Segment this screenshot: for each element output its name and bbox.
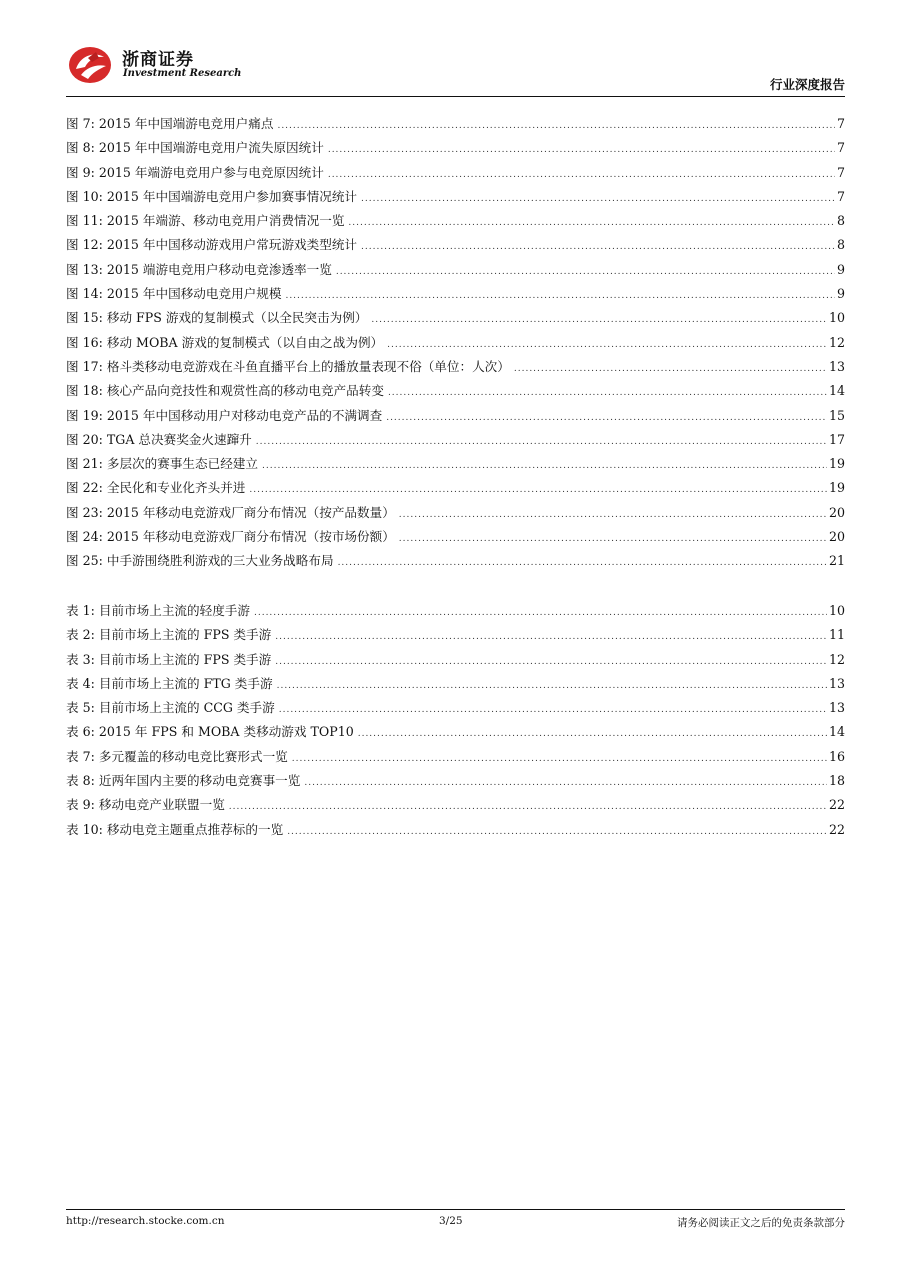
toc-page-number: 13 bbox=[828, 675, 845, 691]
toc-page-number: 7 bbox=[836, 140, 845, 156]
toc-leader bbox=[328, 145, 835, 155]
toc-leader bbox=[249, 485, 827, 495]
page-header bbox=[66, 42, 845, 96]
toc-row-table-3[interactable] bbox=[66, 649, 845, 673]
toc-page-number: 13 bbox=[828, 358, 845, 374]
toc-row-figure-22[interactable] bbox=[66, 477, 845, 501]
toc-page-number: 21 bbox=[828, 553, 845, 569]
toc-page-number: 19 bbox=[828, 480, 845, 496]
toc-label: 图 9: 2015 年端游电竞用户参与电竞原因统计 bbox=[66, 164, 324, 180]
toc-label: 图 10: 2015 年中国端游电竞用户参加赛事情况统计 bbox=[66, 188, 358, 204]
toc-page-number: 13 bbox=[828, 700, 845, 716]
toc-page-number: 9 bbox=[836, 286, 845, 302]
header-divider bbox=[66, 96, 845, 97]
toc-page-number: 22 bbox=[828, 821, 845, 837]
toc-row-figure-25[interactable] bbox=[66, 550, 845, 574]
toc-leader bbox=[256, 437, 827, 447]
toc-row-figure-12[interactable] bbox=[66, 234, 845, 258]
toc-leader bbox=[279, 705, 827, 715]
toc-label: 图 23: 2015 年移动电竞游戏厂商分布情况（按产品数量） bbox=[66, 504, 395, 520]
toc-label: 表 9: 移动电竞产业联盟一览 bbox=[66, 797, 225, 813]
toc-row-figure-20[interactable] bbox=[66, 429, 845, 453]
toc-leader bbox=[386, 413, 827, 423]
toc-leader bbox=[275, 657, 827, 667]
toc-label: 图 15: 移动 FPS 游戏的复制模式（以全民突击为例） bbox=[66, 310, 368, 326]
toc-label: 图 12: 2015 年中国移动游戏用户常玩游戏类型统计 bbox=[66, 237, 358, 253]
toc-label: 图 19: 2015 年中国移动用户对移动电竞产品的不满调查 bbox=[66, 407, 383, 423]
toc-row-figure-23[interactable] bbox=[66, 502, 845, 526]
toc-label: 图 8: 2015 年中国端游电竞用户流失原因统计 bbox=[66, 140, 324, 156]
toc-row-figure-24[interactable] bbox=[66, 526, 845, 550]
toc-leader bbox=[361, 194, 835, 204]
toc-leader bbox=[304, 778, 827, 788]
toc-label: 图 18: 核心产品向竞技性和观赏性高的移动电竞产品转变 bbox=[66, 383, 384, 399]
toc-label: 图 13: 2015 端游电竞用户移动电竞渗透率一览 bbox=[66, 261, 332, 277]
toc-page-number: 12 bbox=[828, 651, 845, 667]
toc-row-table-4[interactable] bbox=[66, 673, 845, 697]
toc-row-figure-17[interactable] bbox=[66, 356, 845, 380]
toc-row-table-7[interactable] bbox=[66, 746, 845, 770]
brand-name-en: Investment Research bbox=[123, 68, 242, 79]
toc-leader bbox=[399, 510, 827, 520]
toc-page-number: 20 bbox=[828, 529, 845, 545]
toc-page-number: 17 bbox=[828, 431, 845, 447]
toc-row-figure-8[interactable] bbox=[66, 137, 845, 161]
footer-disclaimer: 请务必阅读正文之后的免责条款部分 bbox=[677, 1217, 845, 1229]
toc-row-table-6[interactable] bbox=[66, 721, 845, 745]
footer-divider bbox=[66, 1209, 845, 1210]
figure-index bbox=[66, 113, 845, 575]
toc-label: 图 11: 2015 年端游、移动电竞用户消费情况一览 bbox=[66, 213, 345, 229]
toc-label: 表 5: 目前市场上主流的 CCG 类手游 bbox=[66, 700, 275, 716]
toc-label: 表 3: 目前市场上主流的 FPS 类手游 bbox=[66, 651, 272, 667]
toc-leader bbox=[388, 388, 827, 398]
toc-row-figure-19[interactable] bbox=[66, 405, 845, 429]
toc-label: 图 7: 2015 年中国端游电竞用户痛点 bbox=[66, 116, 274, 131]
toc-row-table-9[interactable] bbox=[66, 794, 845, 818]
toc-leader bbox=[338, 558, 827, 568]
toc-row-figure-16[interactable] bbox=[66, 332, 845, 356]
toc-page-number: 10 bbox=[828, 603, 845, 618]
toc-leader bbox=[277, 121, 835, 131]
toc-page-number: 8 bbox=[836, 237, 845, 253]
toc-page-number: 8 bbox=[836, 213, 845, 229]
toc-label: 图 24: 2015 年移动电竞游戏厂商分布情况（按市场份额） bbox=[66, 529, 395, 545]
toc-row-figure-10[interactable] bbox=[66, 186, 845, 210]
toc-label: 图 14: 2015 年中国移动电竞用户规模 bbox=[66, 286, 282, 302]
toc-leader bbox=[262, 461, 827, 471]
brand-name-cn: 浙商证券 bbox=[122, 50, 194, 70]
toc-leader bbox=[254, 608, 827, 618]
toc-leader bbox=[292, 754, 827, 764]
footer-page-number: 3/25 bbox=[439, 1215, 463, 1227]
toc-row-figure-14[interactable] bbox=[66, 283, 845, 307]
page-footer bbox=[66, 1215, 845, 1231]
toc-leader bbox=[277, 681, 827, 691]
toc-label: 表 10: 移动电竞主题重点推荐标的一览 bbox=[66, 821, 284, 837]
toc-leader bbox=[285, 291, 835, 301]
toc-leader bbox=[336, 267, 835, 277]
toc-page-number: 18 bbox=[828, 773, 845, 789]
toc-label: 图 25: 中手游围绕胜利游戏的三大业务战略布局 bbox=[66, 553, 334, 569]
toc-leader bbox=[399, 534, 827, 544]
toc-page-number: 11 bbox=[828, 627, 845, 643]
toc-row-figure-15[interactable] bbox=[66, 307, 845, 331]
toc-row-figure-21[interactable] bbox=[66, 453, 845, 477]
toc-leader bbox=[287, 827, 827, 837]
toc-page-number: 19 bbox=[828, 456, 845, 472]
toc-row-table-1[interactable] bbox=[66, 600, 845, 624]
toc-label: 表 1: 目前市场上主流的轻度手游 bbox=[66, 603, 250, 618]
toc-leader bbox=[328, 170, 835, 180]
toc-page-number: 16 bbox=[828, 748, 845, 764]
toc-page-number: 12 bbox=[828, 334, 845, 350]
toc-leader bbox=[514, 364, 827, 374]
toc-row-figure-7[interactable] bbox=[66, 113, 845, 137]
toc-row-figure-13[interactable] bbox=[66, 259, 845, 283]
footer-website-link[interactable]: http://research.stocke.com.cn bbox=[66, 1215, 225, 1227]
toc-row-figure-9[interactable] bbox=[66, 162, 845, 186]
toc-label: 图 20: TGA 总决赛奖金火速蹿升 bbox=[66, 431, 252, 447]
toc-label: 图 16: 移动 MOBA 游戏的复制模式（以自由之战为例） bbox=[66, 334, 384, 350]
toc-page-number: 9 bbox=[836, 261, 845, 277]
toc-label: 图 22: 全民化和专业化齐头并进 bbox=[66, 480, 246, 496]
toc-leader bbox=[358, 729, 827, 739]
toc-label: 表 2: 目前市场上主流的 FPS 类手游 bbox=[66, 627, 272, 643]
toc-row-table-2[interactable] bbox=[66, 624, 845, 648]
toc-page-number: 22 bbox=[828, 797, 845, 813]
toc-page-number: 14 bbox=[828, 383, 845, 399]
toc-label: 表 6: 2015 年 FPS 和 MOBA 类移动游戏 TOP10 bbox=[66, 724, 354, 740]
toc-label: 图 17: 格斗类移动电竞游戏在斗鱼直播平台上的播放量表现不俗（单位：人次） bbox=[66, 358, 510, 374]
toc-page-number: 14 bbox=[828, 724, 845, 740]
toc-leader bbox=[371, 315, 827, 325]
toc-row-figure-18[interactable] bbox=[66, 380, 845, 404]
toc-page-number: 10 bbox=[828, 310, 845, 326]
toc-label: 图 21: 多层次的赛事生态已经建立 bbox=[66, 456, 258, 472]
toc-label: 表 8: 近两年国内主要的移动电竞赛事一览 bbox=[66, 773, 301, 789]
toc-page-number: 7 bbox=[836, 188, 845, 204]
toc-leader bbox=[348, 218, 835, 228]
toc-label: 表 7: 多元覆盖的移动电竞比赛形式一览 bbox=[66, 748, 288, 764]
toc-leader bbox=[229, 802, 827, 812]
toc-row-table-10[interactable] bbox=[66, 819, 845, 843]
toc-page-number: 15 bbox=[828, 407, 845, 423]
toc-page-number: 7 bbox=[836, 164, 845, 180]
toc-page-number: 7 bbox=[836, 116, 845, 131]
toc-label: 表 4: 目前市场上主流的 FTG 类手游 bbox=[66, 675, 273, 691]
toc-row-figure-11[interactable] bbox=[66, 210, 845, 234]
toc-leader bbox=[361, 242, 835, 252]
toc-page-number: 20 bbox=[828, 504, 845, 520]
toc-row-table-8[interactable] bbox=[66, 770, 845, 794]
table-index bbox=[66, 600, 845, 843]
toc-leader bbox=[387, 340, 827, 350]
zheshang-logo-icon bbox=[66, 42, 118, 86]
report-type: 行业深度报告 bbox=[769, 77, 845, 92]
toc-row-table-5[interactable] bbox=[66, 697, 845, 721]
toc-leader bbox=[275, 632, 827, 642]
